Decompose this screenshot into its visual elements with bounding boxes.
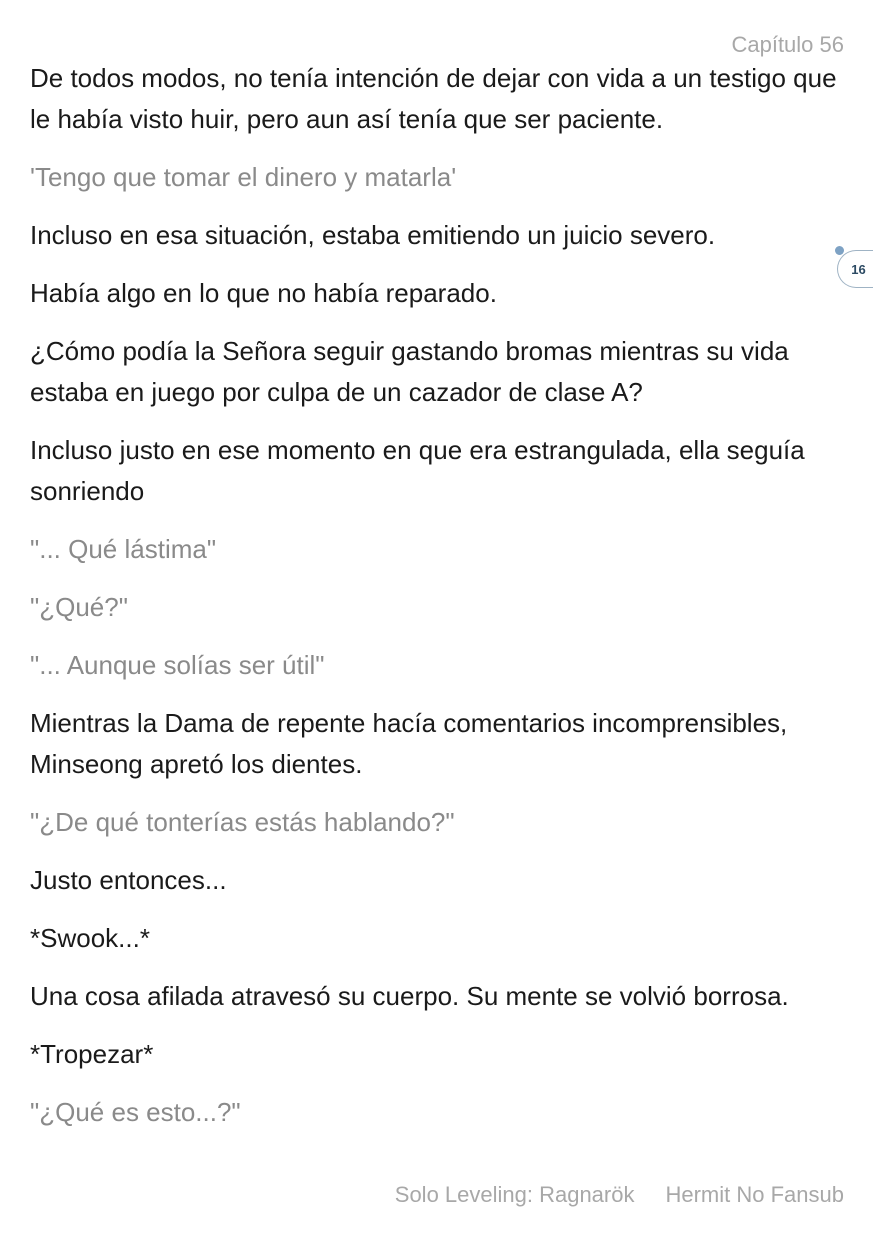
paragraph: "... Qué lástima" <box>30 534 217 564</box>
paragraph: "¿Qué es esto...?" <box>30 1097 241 1127</box>
paragraph: "¿De qué tonterías estás hablando?" <box>30 807 455 837</box>
page-number-badge[interactable] <box>837 250 873 288</box>
footer-group-name: Hermit No Fansub <box>665 1182 844 1207</box>
footer-novel-title: Solo Leveling: Ragnarök <box>394 1182 635 1207</box>
page-number: 16 <box>851 261 866 277</box>
reading-content <box>30 58 845 1150</box>
paragraph: *Tropezar* <box>30 1039 154 1069</box>
paragraph: 'Tengo que tomar el dinero y matarla' <box>30 162 457 192</box>
paragraph: Incluso justo en ese momento en que era estrangulada, ella seguía sonriendo <box>30 435 805 506</box>
paragraph: "... Aunque solías ser útil" <box>30 650 325 680</box>
paragraph: Había algo en lo que no había reparado. <box>30 278 497 308</box>
paragraph: "¿Qué?" <box>30 592 128 622</box>
paragraph: De todos modos, no tenía intención de dejar con vida a un testigo que le había visto huir, pero aun así tenía que ser paciente. <box>30 63 837 134</box>
paragraph: Incluso en esa situación, estaba emitiendo un juicio severo. <box>30 220 716 250</box>
paragraph: Justo entonces... <box>30 865 227 895</box>
page-indicator-dot-icon <box>835 246 844 255</box>
chapter-title: Capítulo 56 <box>731 32 844 57</box>
paragraph: *Swook...* <box>30 923 150 953</box>
paragraph: ¿Cómo podía la Señora seguir gastando bromas mientras su vida estaba en juego por culpa de un cazador de clase A? <box>30 336 789 407</box>
paragraph: Una cosa afilada atravesó su cuerpo. Su mente se volvió borrosa. <box>30 981 789 1011</box>
paragraph: Mientras la Dama de repente hacía comentarios incomprensibles, Minseong apretó los dientes. <box>30 708 788 779</box>
footer <box>395 1182 844 1208</box>
